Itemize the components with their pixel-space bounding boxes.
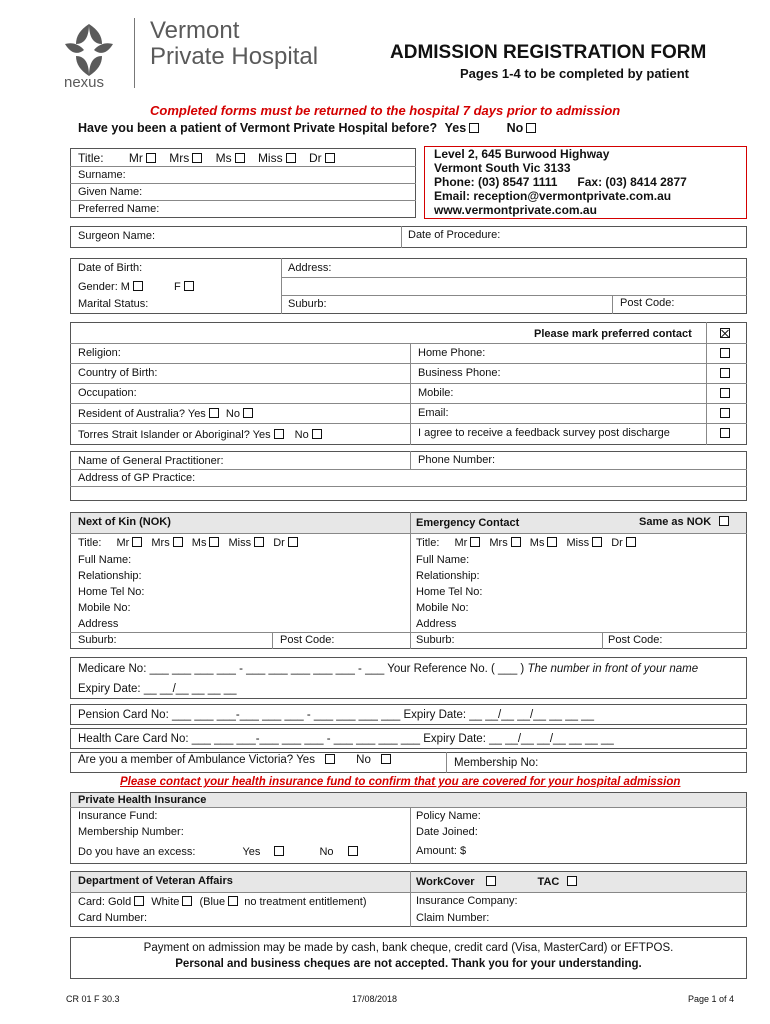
business-phone-checkbox[interactable]: [720, 368, 730, 378]
religion-field[interactable]: Religion:: [78, 347, 121, 359]
nok-mrs-checkbox[interactable]: [173, 537, 183, 547]
surgeon-name-field[interactable]: Surgeon Name:: [78, 230, 156, 242]
nok-heading: Next of Kin (NOK): [78, 516, 171, 528]
nok-mr-checkbox[interactable]: [132, 537, 142, 547]
ec-mrs-checkbox[interactable]: [511, 537, 521, 547]
torres-yes-checkbox[interactable]: [274, 429, 284, 439]
feedback-agree-checkbox[interactable]: [720, 428, 730, 438]
nok-title-row: Title: Mr Mrs Ms Miss Dr: [78, 537, 298, 550]
address-email: Email: reception@vermontprivate.com.au: [434, 189, 672, 203]
ambulance-no-checkbox[interactable]: [381, 754, 391, 764]
ec-mobile-field[interactable]: Mobile No:: [416, 602, 469, 614]
ec-home-tel-field[interactable]: Home Tel No:: [416, 586, 483, 598]
miss-checkbox[interactable]: [286, 153, 296, 163]
dva-card-row: Card: Gold White (Blue no treatment entitlement): [78, 896, 367, 908]
email-field[interactable]: Email:: [418, 407, 449, 419]
given-name-field[interactable]: Given Name:: [78, 186, 143, 198]
previous-patient-question: Have you been a patient of Vermont Private Hospital before? Yes No: [78, 122, 536, 135]
form-code: CR 01 F 30.3: [66, 994, 120, 1004]
nexus-label: nexus: [64, 74, 105, 91]
prev-yes-checkbox[interactable]: [469, 123, 479, 133]
ec-ms-checkbox[interactable]: [547, 537, 557, 547]
ec-suburb-field[interactable]: Suburb:: [416, 634, 455, 646]
mrs-checkbox[interactable]: [192, 153, 202, 163]
payment-info-line2: Personal and business cheques are not accepted. Thank you for your understanding.: [175, 958, 642, 970]
preferred-contact-header-checkbox[interactable]: [720, 328, 730, 338]
nok-full-name-field[interactable]: Full Name:: [78, 554, 132, 566]
brand-line2: Private Hospital: [150, 43, 319, 70]
preferred-name-field[interactable]: Preferred Name:: [78, 203, 160, 215]
address-phone-fax: Phone: (03) 8547 1111 Fax: (03) 8414 2877: [434, 175, 687, 189]
membership-number-field[interactable]: Membership Number:: [78, 826, 184, 838]
ec-title-row: Title: Mr Mrs Ms Miss Dr: [416, 537, 636, 550]
dva-heading: Department of Veteran Affairs: [78, 875, 233, 887]
ec-relationship-field[interactable]: Relationship:: [416, 570, 480, 582]
address-line1: Level 2, 645 Burwood Highway: [434, 147, 610, 161]
suburb-field[interactable]: Suburb:: [288, 298, 327, 310]
ec-address-field[interactable]: Address: [416, 618, 457, 630]
excess-amount-field[interactable]: Amount: $: [416, 845, 467, 857]
gender-m-checkbox[interactable]: [133, 281, 143, 291]
brand-line1: Vermont: [150, 17, 240, 44]
excess-yes-checkbox[interactable]: [274, 846, 284, 856]
return-notice: Completed forms must be returned to the hospital 7 days prior to admission: [150, 103, 621, 118]
dva-card-number-field[interactable]: Card Number:: [78, 912, 148, 924]
postcode-field[interactable]: Post Code:: [620, 297, 675, 309]
gender-f-checkbox[interactable]: [184, 281, 194, 291]
torres-row: Torres Strait Islander or Aboriginal? Yes No: [78, 429, 322, 442]
claim-number-field[interactable]: Claim Number:: [416, 912, 490, 924]
emergency-contact-heading: Emergency Contact: [416, 517, 520, 529]
same-as-nok-row: Same as NOK: [639, 516, 729, 529]
nok-mobile-field[interactable]: Mobile No:: [78, 602, 131, 614]
torres-no-checkbox[interactable]: [312, 429, 322, 439]
nok-miss-checkbox[interactable]: [254, 537, 264, 547]
resident-row: Resident of Australia? Yes No: [78, 408, 253, 421]
excess-row: Do you have an excess: Yes No: [78, 846, 358, 859]
email-checkbox[interactable]: [720, 408, 730, 418]
title-row: Title: Mr Mrs Ms Miss Dr: [78, 152, 335, 165]
nok-home-tel-field[interactable]: Home Tel No:: [78, 586, 145, 598]
prev-no-checkbox[interactable]: [526, 123, 536, 133]
ambulance-yes-checkbox[interactable]: [325, 754, 335, 764]
date-joined-field[interactable]: Date Joined:: [416, 826, 478, 838]
home-phone-checkbox[interactable]: [720, 348, 730, 358]
phi-heading: Private Health Insurance: [78, 794, 207, 806]
hospital-logo: [62, 22, 116, 78]
ec-miss-checkbox[interactable]: [592, 537, 602, 547]
mr-checkbox[interactable]: [146, 153, 156, 163]
nok-suburb-field[interactable]: Suburb:: [78, 634, 117, 646]
ec-full-name-field[interactable]: Full Name:: [416, 554, 470, 566]
ec-postcode-field[interactable]: Post Code:: [608, 634, 663, 646]
page-number: Page 1 of 4: [688, 994, 735, 1004]
policy-name-field[interactable]: Policy Name:: [416, 810, 481, 822]
surname-field[interactable]: Surname:: [78, 169, 126, 181]
same-as-nok-checkbox[interactable]: [719, 516, 729, 526]
ambulance-row: Are you a member of Ambulance Victoria? Yes No: [78, 754, 391, 767]
payment-info-line1: Payment on admission may be made by cash, bank cheque, credit card (Visa, MasterCard) or EFTPOS.: [143, 942, 674, 954]
nok-address-field[interactable]: Address: [78, 618, 119, 630]
insurance-fund-field[interactable]: Insurance Fund:: [78, 810, 158, 822]
dr-checkbox[interactable]: [325, 153, 335, 163]
gp-address-field[interactable]: Address of GP Practice:: [78, 472, 196, 484]
ec-dr-checkbox[interactable]: [626, 537, 636, 547]
mobile-checkbox[interactable]: [720, 388, 730, 398]
marital-status-field[interactable]: Marital Status:: [78, 298, 149, 310]
mobile-field[interactable]: Mobile:: [418, 387, 454, 399]
feedback-agree-label: I agree to receive a feedback survey post discharge: [418, 427, 670, 439]
workcover-tac-row: WorkCover TAC: [416, 876, 577, 889]
health-care-card-row[interactable]: Health Care Card No: ___ ___ ___-___ ___ ___ - ___ ___ ___ ___ Expiry Date: __ __/__ __/__ __ __ __: [78, 733, 614, 745]
address-field[interactable]: Address:: [288, 262, 332, 274]
gender-row: Gender: M F: [78, 281, 194, 294]
nok-ms-checkbox[interactable]: [209, 537, 219, 547]
procedure-date-field[interactable]: Date of Procedure:: [408, 229, 501, 241]
workcover-checkbox[interactable]: [486, 876, 496, 886]
excess-no-checkbox[interactable]: [348, 846, 358, 856]
tac-checkbox[interactable]: [567, 876, 577, 886]
gp-name-field[interactable]: Name of General Practitioner:: [78, 455, 224, 467]
ms-checkbox[interactable]: [235, 153, 245, 163]
resident-no-checkbox[interactable]: [243, 408, 253, 418]
insurance-notice: Please contact your health insurance fund to confirm that you are covered for your hospital admission: [120, 776, 681, 788]
dob-field[interactable]: Date of Birth:: [78, 262, 143, 274]
nok-relationship-field[interactable]: Relationship:: [78, 570, 142, 582]
preferred-contact-label: Please mark preferred contact: [534, 328, 692, 340]
ec-mr-checkbox[interactable]: [470, 537, 480, 547]
medicare-row[interactable]: Medicare No: ___ ___ ___ ___ - ___ ___ ___ ___ ___ - ___ Your Reference No. ( ___ ) The number in front of your name: [78, 663, 699, 675]
address-website: www.vermontprivate.com.au: [434, 203, 597, 217]
form-title: ADMISSION REGISTRATION FORM: [390, 42, 707, 63]
occupation-field[interactable]: Occupation:: [78, 387, 137, 399]
blue-card-checkbox[interactable]: [228, 896, 238, 906]
nok-postcode-field[interactable]: Post Code:: [280, 634, 335, 646]
home-phone-field[interactable]: Home Phone:: [418, 347, 486, 359]
logo-divider: [134, 18, 135, 88]
pension-card-row[interactable]: Pension Card No: ___ ___ ___-___ ___ ___ - ___ ___ ___ ___ Expiry Date: __ __/__ __/__ __ __ __: [78, 709, 594, 721]
gp-phone-field[interactable]: Phone Number:: [418, 454, 496, 466]
ambulance-membership-field[interactable]: Membership No:: [454, 757, 539, 769]
resident-yes-checkbox[interactable]: [209, 408, 219, 418]
medicare-expiry-field[interactable]: Expiry Date: __ __/__ __ __ __: [78, 683, 237, 695]
form-date: 17/08/2018: [352, 994, 398, 1004]
insurance-company-field[interactable]: Insurance Company:: [416, 895, 518, 907]
address-line2: Vermont South Vic 3133: [434, 161, 571, 175]
white-card-checkbox[interactable]: [182, 896, 192, 906]
business-phone-field[interactable]: Business Phone:: [418, 367, 501, 379]
country-of-birth-field[interactable]: Country of Birth:: [78, 367, 158, 379]
nok-dr-checkbox[interactable]: [288, 537, 298, 547]
form-subtitle: Pages 1-4 to be completed by patient: [460, 66, 689, 81]
gold-card-checkbox[interactable]: [134, 896, 144, 906]
